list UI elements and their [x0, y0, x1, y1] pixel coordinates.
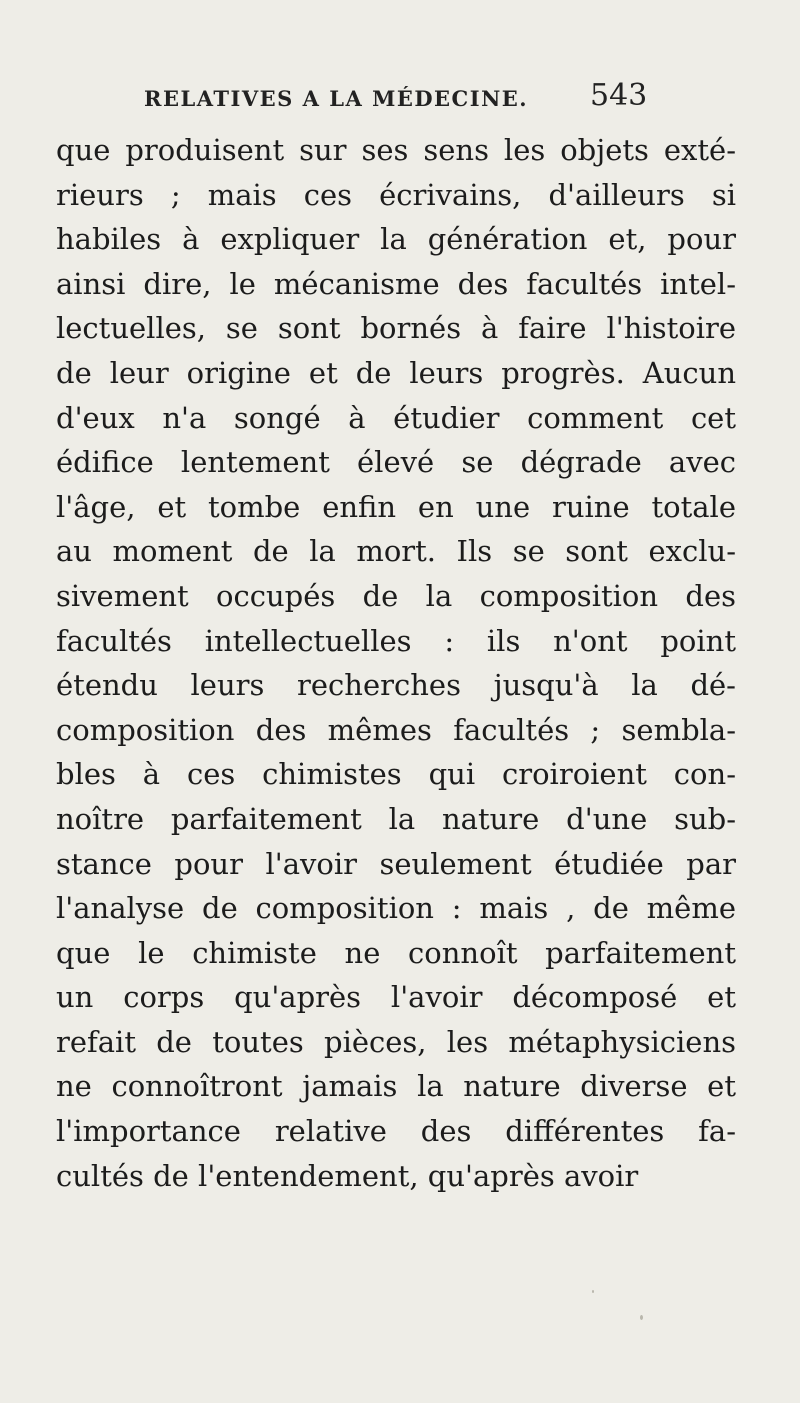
text-line: stance pour l'avoir seulement étudiée par [56, 846, 736, 881]
page-number: 543 [590, 78, 648, 113]
text-line: composition des mêmes facultés ; sembla- [56, 712, 736, 747]
text-line: de leur origine et de leurs progrès. Aucun [56, 355, 736, 390]
text-line: édifice lentement élevé se dégrade avec [56, 445, 736, 480]
text-line: que le chimiste ne connoît parfaitement [56, 935, 736, 970]
text-line: facultés intellectuelles : ils n'ont point [56, 623, 736, 658]
text-line: que produisent sur ses sens les objets exté- [56, 133, 736, 167]
text-line: cultés de l'entendement, qu'après avoir [56, 1158, 639, 1193]
text-line: lectuelles, se sont bornés à faire l'histoire [56, 311, 736, 346]
text-line: étendu leurs recherches jusqu'à la dé- [56, 668, 736, 703]
running-title: RELATIVES A LA MÉDECINE. [144, 86, 529, 111]
text-line: sivement occupés de la composition des [56, 578, 736, 613]
paper-speck [640, 1315, 643, 1320]
text-line: ne connoîtront jamais la nature diverse et [56, 1069, 736, 1104]
text-line: ainsi dire, le mécanisme des facultés intel- [56, 266, 736, 301]
paper-speck [592, 1290, 594, 1293]
text-line: habiles à expliquer la génération et, pour [56, 222, 736, 257]
text-line: bles à ces chimistes qui croiroient con- [56, 757, 736, 792]
text-line: un corps qu'après l'avoir décomposé et [56, 980, 736, 1015]
text-line: l'analyse de composition : mais , de même [56, 891, 736, 926]
text-line: refait de toutes pièces, les métaphysiciens [56, 1024, 736, 1059]
text-line: l'âge, et tombe enfin en une ruine totale [56, 489, 736, 524]
text-line: noître parfaitement la nature d'une sub- [56, 801, 736, 836]
text-line: d'eux n'a songé à étudier comment cet [56, 400, 736, 435]
text-line: l'importance relative des différentes fa- [56, 1114, 736, 1149]
text-line: rieurs ; mais ces écrivains, d'ailleurs si [56, 177, 736, 212]
body-text [56, 128, 736, 1198]
text-line: au moment de la mort. Ils se sont exclu- [56, 534, 736, 569]
